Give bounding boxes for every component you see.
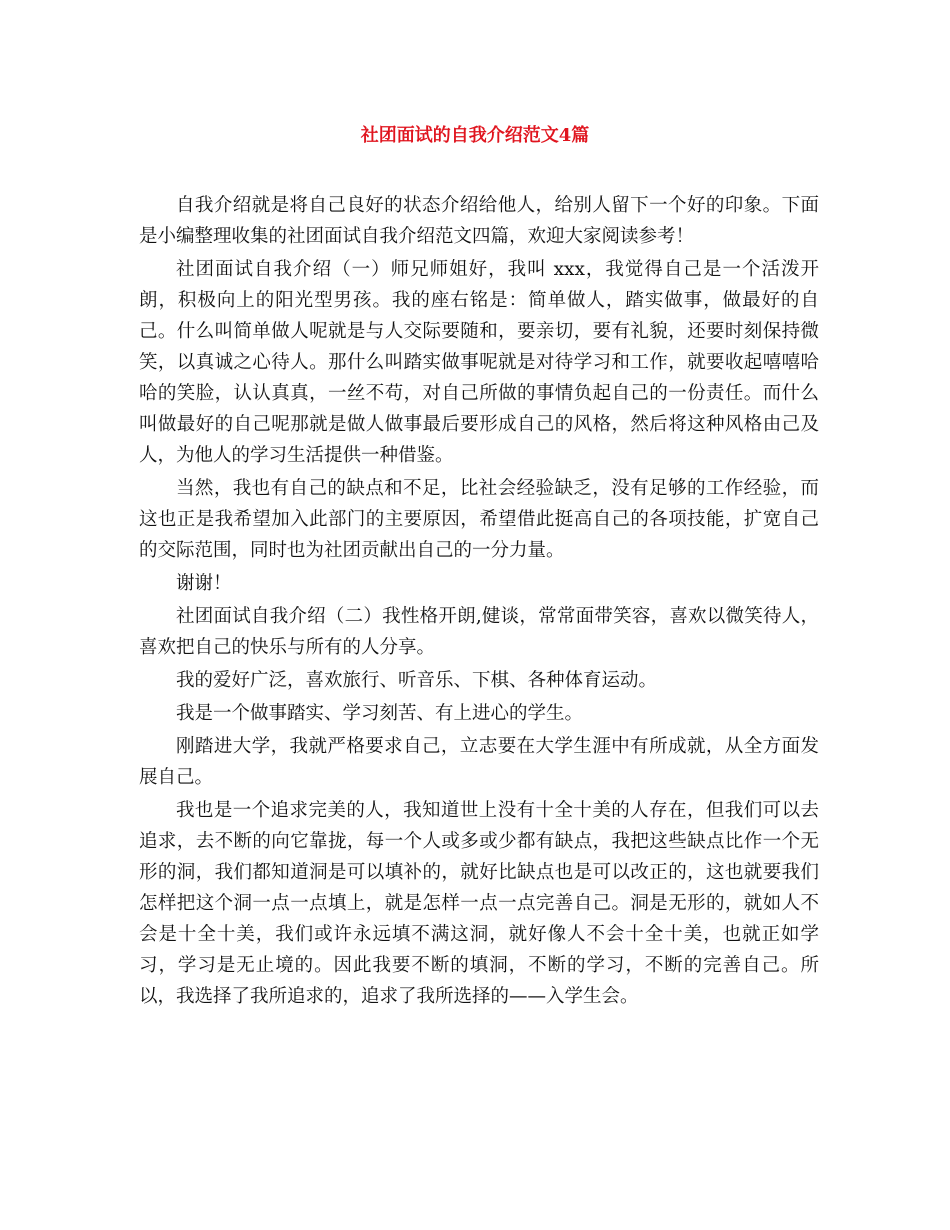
paragraph: 自我介绍就是将自己良好的状态介绍给他人，给别人留下一个好的印象。下面是小编整理收集的社团面试自我介绍范文四篇，欢迎大家阅读参考！: [139, 195, 819, 247]
document-body: [139, 190, 819, 1014]
paragraph: 我是一个做事踏实、学习刻苦、有上进心的学生。: [176, 703, 584, 724]
paragraph: 刚踏进大学，我就严格要求自己，立志要在大学生涯中有所成就，从全方面发展自己。: [139, 736, 819, 788]
paragraph: 谢谢！: [176, 573, 232, 594]
paragraph: 当然，我也有自己的缺点和不足，比社会经验缺乏，没有足够的工作经验，而这也正是我希望加入此部门的主要原因，希望借此挺高自己的各项技能，扩宽自己的交际范围，同时也为社团贡献出自己的一分力量。: [139, 478, 819, 561]
paragraph: 我的爱好广泛，喜欢旅行、听音乐、下棋、各种体育运动。: [176, 670, 658, 691]
paragraph: 社团面试自我介绍（二）我性格开朗,健谈，常常面带笑容，喜欢以微笑待人，喜欢把自己的快乐与所有的人分享。: [139, 606, 819, 658]
paragraph: 我也是一个追求完美的人，我知道世上没有十全十美的人存在，但我们可以去追求，去不断的向它靠拢，每一个人或多或少都有缺点，我把这些缺点比作一个无形的洞，我们都知道洞是可以填补的，就好比缺点也是可以改正的，这也就要我们怎样把这个洞一点一点填上，就是怎样一点一点完善自己。洞是无形的，就如人不会是十全十美，我们或许永远填不满这洞，就好像人不会十全十美，也就正如学习，学习是无止境的。因此我要不断的填洞，不断的学习，不断的完善自己。所以，我选择了我所追求的，追求了我所选择的——入学生会。: [139, 800, 819, 1007]
document-title: 社团面试的自我介绍范文4篇: [360, 125, 590, 146]
paragraph: 社团面试自我介绍（一）师兄师姐好，我叫 xxx，我觉得自己是一个活泼开朗，积极向上的阳光型男孩。我的座右铭是：简单做人，踏实做事，做最好的自己。什么叫简单做人呢就是与人交际要随和，要亲切，要有礼貌，还要时刻保持微笑，以真诚之心待人。那什么叫踏实做事呢就是对待学习和工作，就要收起嘻嘻哈哈的笑脸，认认真真，一丝不苟，对自己所做的事情负起自己的一份责任。而什么叫做最好的自己呢那就是做人做事最后要形成自己的风格，然后将这种风格由己及人，为他人的学习生活提供一种借鉴。: [139, 259, 819, 466]
